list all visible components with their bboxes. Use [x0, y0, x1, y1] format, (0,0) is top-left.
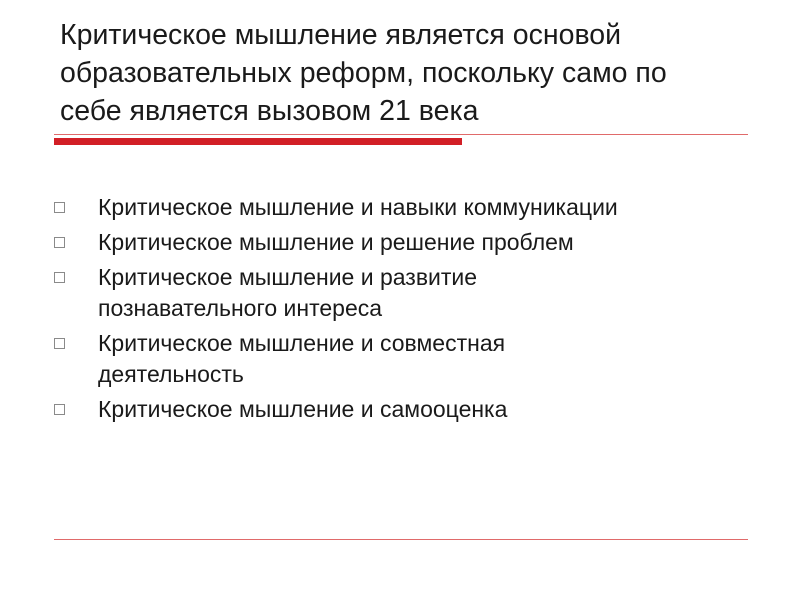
bullet-item	[50, 394, 750, 425]
hollow-square-icon	[54, 404, 65, 415]
bullet-text-continued: познавательного интереса	[98, 295, 383, 321]
bullet-text: Критическое мышление и самооценка	[98, 396, 508, 422]
title-line: образовательных реформ, поскольку само по	[60, 57, 667, 89]
bullet-text: Критическое мышление и совместная	[98, 330, 506, 356]
bullet-text: Критическое мышление и навыки коммуникации	[98, 194, 618, 220]
hollow-square-icon	[54, 202, 65, 213]
title-line: Критическое мышление является основой	[60, 19, 622, 51]
bullet-text-continued: деятельность	[98, 361, 244, 387]
bullet-text: Критическое мышление и решение проблем	[98, 229, 574, 255]
bullet-item	[50, 328, 750, 390]
footer-rule	[54, 539, 748, 540]
hollow-square-icon	[54, 338, 65, 349]
bullet-item	[50, 262, 750, 324]
bullet-item	[50, 227, 750, 258]
title-line: себе является вызовом 21 века	[60, 95, 479, 127]
title-accent-bar	[54, 138, 462, 145]
hollow-square-icon	[54, 272, 65, 283]
bullet-text: Критическое мышление и развитие	[98, 264, 478, 290]
bullet-item	[50, 192, 750, 223]
hollow-square-icon	[54, 237, 65, 248]
bullet-list	[50, 192, 750, 429]
slide-title	[60, 16, 760, 130]
title-thin-rule	[54, 134, 748, 135]
